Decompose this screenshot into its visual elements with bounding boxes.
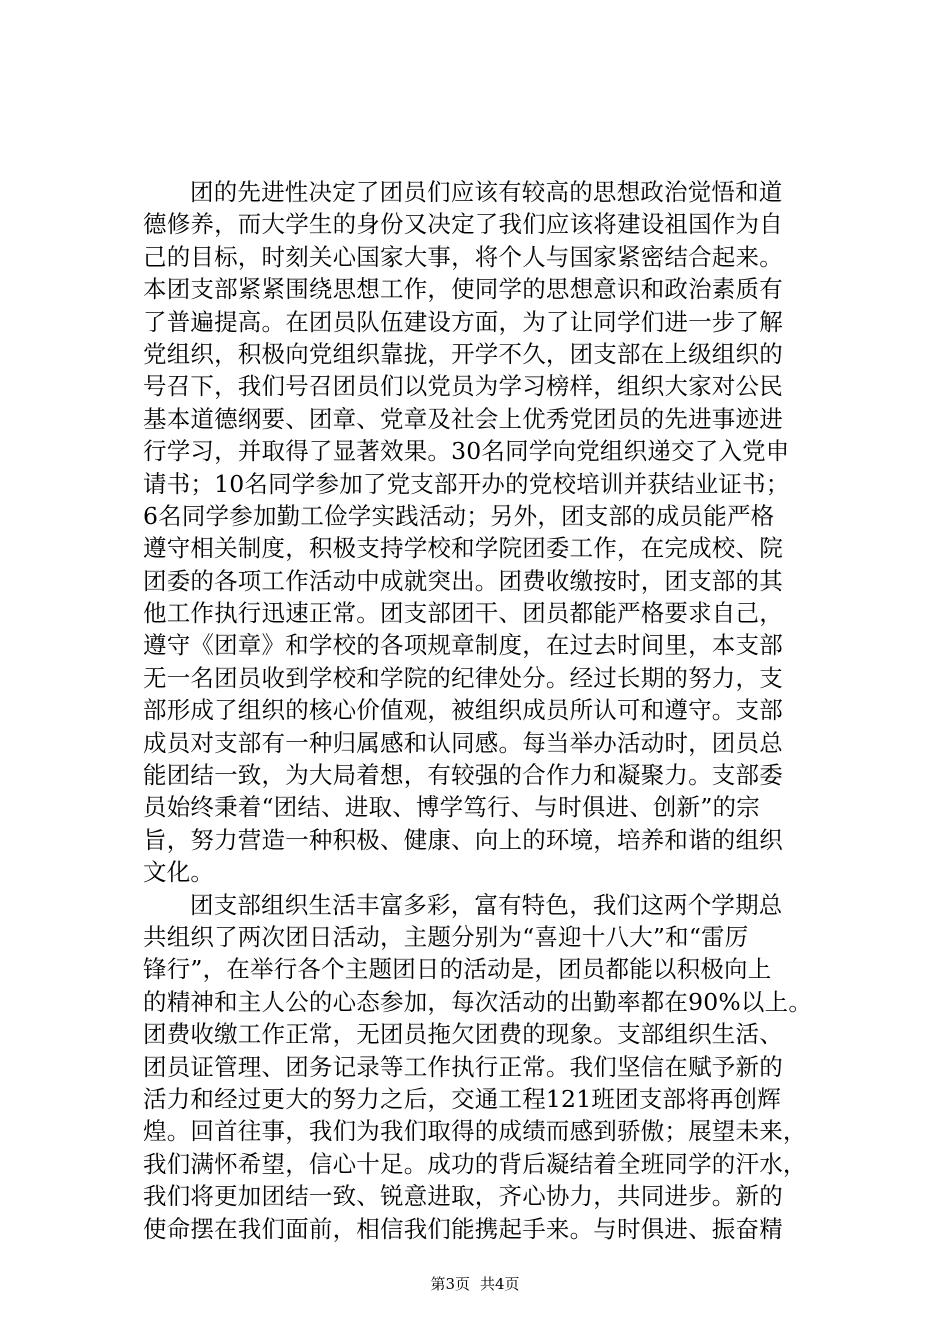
text-line: 我们将更加团结一致、锐意进取，齐心协力，共同进步。新的: [143, 1182, 783, 1211]
text-line: 了普遍提高。在团员队伍建设方面，为了让同学们进一步了解: [143, 307, 783, 336]
text-line: 活力和经过更大的努力之后，交通工程121班团支部将再创辉: [143, 1084, 781, 1113]
text-line: 遵守《团章》和学校的各项规章制度，在过去时间里，本支部: [143, 631, 783, 660]
text-line: 6名同学参加勤工俭学实践活动；另外，团支部的成员能严格: [143, 501, 775, 530]
text-line: 己的目标，时刻关心国家大事，将个人与国家紧密结合起来。: [143, 242, 783, 271]
text-line: 能团结一致，为大局着想，有较强的合作力和凝聚力。支部委: [143, 761, 783, 790]
paragraph-2: [143, 889, 833, 1245]
text-line: 员始终秉着“团结、进取、博学笃行、与时俱进、创新”的宗: [143, 793, 760, 822]
text-line: 煌。回首往事，我们为我们取得的成绩而感到骄傲；展望未来，: [143, 1117, 807, 1146]
text-line: 团员证管理、团务记录等工作执行正常。我们坚信在赋予新的: [143, 1052, 783, 1081]
text-line: 文化。: [143, 858, 215, 887]
text-line: 遵守相关制度，积极支持学校和学院团委工作，在完成校、院: [143, 534, 783, 563]
text-line: 成员对支部有一种归属感和认同感。每当举办活动时，团员总: [143, 728, 783, 757]
text-line: 我们满怀希望，信心十足。成功的背后凝结着全班同学的汗水，: [143, 1149, 807, 1178]
text-line: 本团支部紧紧围绕思想工作，使同学的思想意识和政治素质有: [143, 275, 783, 304]
text-line: 旨，努力营造一种积极、健康、向上的环境，培养和谐的组织: [143, 825, 783, 854]
text-line: 德修养，而大学生的身份又决定了我们应该将建设祖国作为自: [143, 210, 783, 239]
text-line: 锋行”，在举行各个主题团日的活动是，团员都能以积极向上: [143, 955, 772, 984]
page-footer: [0, 1274, 950, 1294]
text-line: 号召下，我们号召团员们以党员为学习榜样，组织大家对公民: [143, 372, 783, 401]
text-line: 党组织，积极向党组织靠拢，开学不久，团支部在上级组织的: [143, 339, 783, 368]
text-line: 的精神和主人公的心态参加，每次活动的出勤率都在90%以上。: [143, 987, 813, 1016]
text-line: 行学习，并取得了显著效果。30名同学向党组织递交了入党申: [143, 437, 790, 466]
text-line: 无一名团员收到学校和学院的纪律处分。经过长期的努力，支: [143, 663, 783, 692]
document-body: [143, 176, 833, 1245]
text-line: 团费收缴工作正常，无团员拖欠团费的现象。支部组织生活、: [143, 1020, 783, 1049]
text-line: 他工作执行迅速正常。团支部团干、团员都能严格要求自己，: [143, 599, 783, 628]
text-line: 请书；10名同学参加了党支部开办的党校培训并获结业证书；: [143, 469, 790, 498]
text-line: 基本道德纲要、团章、党章及社会上优秀党团员的先进事迹进: [143, 404, 783, 433]
page-number: 第3页: [430, 1275, 470, 1293]
paragraph-1: [143, 176, 833, 889]
text-line: 使命摆在我们面前，相信我们能携起手来。与时俱进、振奋精: [143, 1214, 783, 1243]
text-line: 团的先进性决定了团员们应该有较高的思想政治觉悟和道: [190, 178, 783, 206]
text-line: 团委的各项工作活动中成就突出。团费收缴按时，团支部的其: [143, 566, 783, 595]
page-total: 共4页: [480, 1275, 520, 1293]
text-line: 团支部组织生活丰富多彩，富有特色，我们这两个学期总: [190, 890, 783, 919]
text-line: 部形成了组织的核心价值观，被组织成员所认可和遵守。支部: [143, 696, 783, 725]
text-line: 共组织了两次团日活动，主题分别为“喜迎十八大”和“雷厉: [143, 922, 749, 951]
